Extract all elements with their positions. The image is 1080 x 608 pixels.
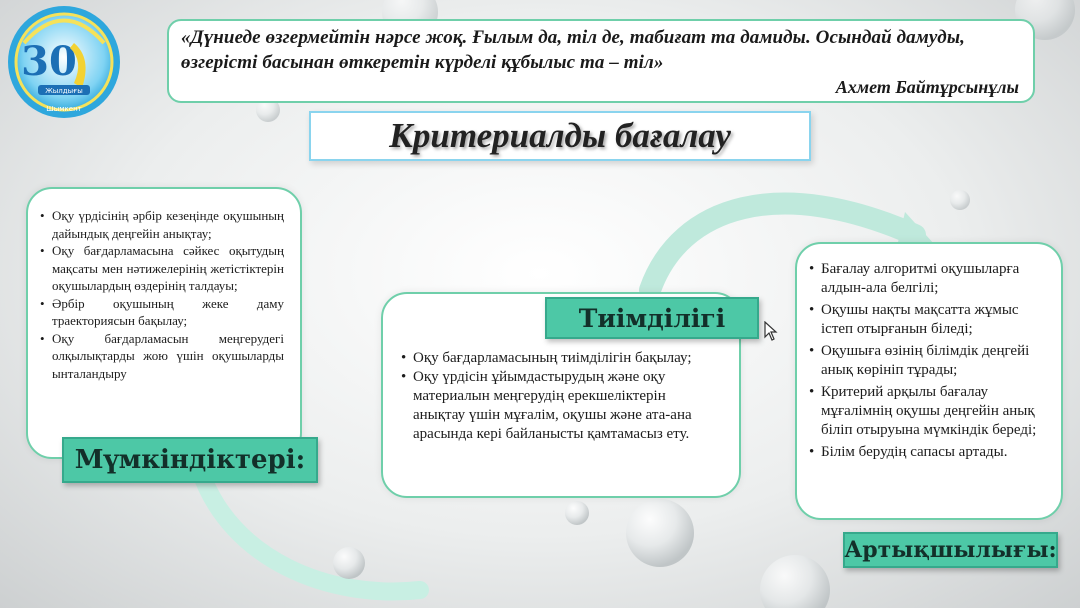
list-item: • Бағалау алгоритмі оқушыларға алдын-ала белгілі; xyxy=(809,260,1049,298)
list-item: • Әрбір оқушының жеке даму траекториясын бақылау; xyxy=(40,295,284,330)
list-item: • Оқушы нақты мақсатта жұмыс істеп отырғанын біледі; xyxy=(809,301,1049,339)
advantages-card xyxy=(795,242,1063,520)
water-drop xyxy=(760,555,830,608)
quote-author: Ахмет Байтұрсынұлы xyxy=(835,77,1019,97)
water-drop xyxy=(565,501,589,525)
advantages-label-text: Артықшылығы: xyxy=(844,537,1057,563)
logo-year: Жылдығы xyxy=(45,87,83,95)
effectiveness-label xyxy=(545,297,759,339)
effectiveness-label-text: Тиімділігі xyxy=(578,303,726,333)
list-item: • Оқу бағдарламасын меңгерудегі олқылықтарды жою үшін оқушыларды ынталандыру xyxy=(40,330,284,383)
logo-caption: Шымкент xyxy=(46,105,82,113)
possibilities-label-text: Мүмкіндіктері: xyxy=(74,445,306,475)
list-item: • Критерий арқылы бағалау мұғалімнің оқушы деңгейін анық біліп отыруына мүмкіндік береді; xyxy=(809,383,1049,440)
possibilities-label xyxy=(62,437,318,483)
water-drop xyxy=(950,190,970,210)
slide-title: Критериалды бағалау xyxy=(389,116,731,155)
effectiveness-list xyxy=(401,349,721,444)
quote-box xyxy=(167,19,1035,103)
school-logo xyxy=(4,3,124,121)
slide-title-box xyxy=(309,111,811,161)
mouse-pointer-icon xyxy=(764,321,778,341)
water-drop xyxy=(626,499,694,567)
advantages-list xyxy=(809,260,1049,462)
list-item: • Оқу үрдісін ұйымдастырудың және оқу материалын меңгерудің ерекшеліктерін анықтау үшін мұғалім, оқушы және ата-ана арасында кері байланысты қамтамасыз ету. xyxy=(401,368,721,444)
water-drop xyxy=(333,547,365,579)
logo-number: 30 xyxy=(21,38,77,85)
advantages-label xyxy=(843,532,1058,568)
list-item: • Оқу бағдарламасына сәйкес оқытудың мақсаты мен нәтижелерінің жетістіктерін оқушылардың өздерінің талдауы; xyxy=(40,242,284,295)
possibilities-list xyxy=(40,207,284,382)
quote-text: «Дүниеде өзгермейтін нәрсе жоқ. Ғылым да, тіл де, табиғат та дамиды. Осындай дамуды, өзгерісті басынан өткеретін күрделі құбылыс та – тіл» xyxy=(181,27,965,73)
list-item: • Оқу бағдарламасының тиімділігін бақылау; xyxy=(401,349,721,368)
possibilities-card xyxy=(26,187,302,459)
list-item: • Оқу үрдісінің әрбір кезеңінде оқушының дайындық деңгейін анықтау; xyxy=(40,207,284,242)
list-item: • Оқушыға өзінің білімдік деңгейі анық көрініп тұрады; xyxy=(809,342,1049,380)
list-item: • Білім берудің сапасы артады. xyxy=(809,443,1049,462)
